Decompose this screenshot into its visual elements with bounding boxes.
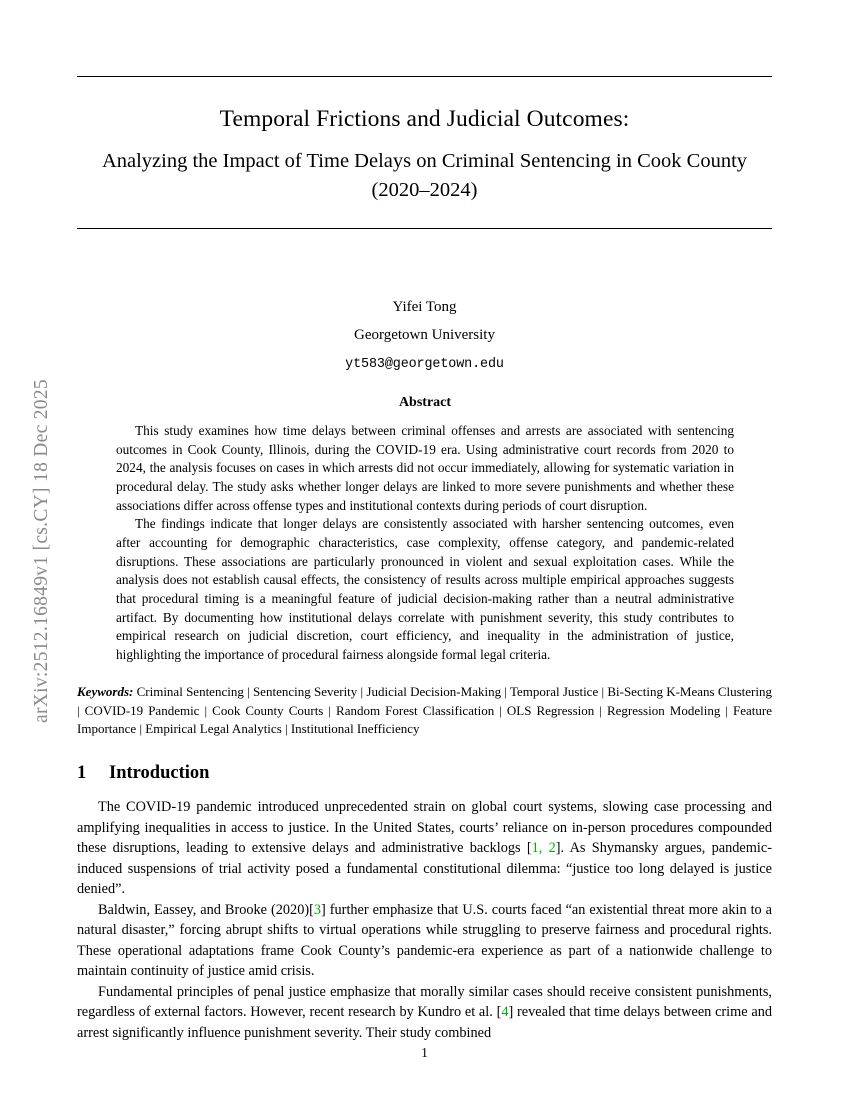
- citation-bracket-close: ]: [555, 840, 561, 857]
- abstract-heading: Abstract: [398, 395, 452, 410]
- abstract-paragraph: The findings indicate that longer delays are consistently associated with harsher sentencing outcomes, even after accounting for demographic characteristics, case complexity, offense category, and pandemic-related disruptions. These associations are particularly pronounced in violent and sexual exploitation cases. While the analysis does not establish causal effects, the consistency of results across multiple empirical approaches suggests that procedural timing is a meaningful feature of judicial decision-making rather than a neutral administrative artifact. By documenting how institutional delays correlate with punishment severity, this study contributes to empirical research on judicial discretion, court efficiency, and inequality in the administration of justice, highlighting the importance of procedural fairness alongside formal legal criteria.: [116, 516, 734, 663]
- paragraph-text: Fundamental principles of penal justice emphasize that morally similar cases should receive consistent punishments, regardless of external factors. However, recent research by Kundro et al.: [77, 983, 772, 1021]
- page-title: [77, 104, 772, 205]
- title-rule-top: [77, 76, 772, 77]
- page-number: 1: [421, 1045, 428, 1060]
- author-email[interactable]: yt583@georgetown.edu: [345, 356, 504, 372]
- citation-link[interactable]: 4: [501, 1004, 509, 1021]
- author-name: Yifei Tong: [392, 299, 457, 315]
- section-introduction: [77, 762, 772, 1043]
- section-title: Introduction: [109, 763, 210, 783]
- arxiv-identifier-text: arXiv:2512.16849v1 [cs.CY] 18 Dec 2025: [31, 379, 52, 723]
- keywords-block: [77, 683, 772, 739]
- title-subtitle: Analyzing the Impact of Time Delays on Criminal Sentencing in Cook County (2020–2024): [101, 149, 748, 201]
- body-paragraph: [77, 797, 772, 900]
- title-main: Temporal Frictions and Judicial Outcomes:: [219, 106, 630, 132]
- paragraph-text: Baldwin, Eassey, and Brooke (2020): [98, 901, 310, 918]
- author-block: [77, 296, 772, 375]
- arxiv-stamp: [0, 0, 70, 1100]
- citation-bracket-open: [: [309, 901, 314, 918]
- abstract-paragraph: This study examines how time delays between criminal offenses and arrests are associated with sentencing outcomes in Cook County, Illinois, during the COVID-19 era. Using administrative court records from 2020 to 2024, the analysis focuses on cases in which arrests did not occur immediately, allowing for systematic variation in procedural delay. The study asks whether longer delays are linked to more severe punishments and whether these associations differ across offense types and institutional contexts during periods of court disruption.: [116, 423, 734, 513]
- title-rule-bottom: [77, 228, 772, 229]
- citation-bracket-open: [: [526, 840, 532, 857]
- section-number: 1: [77, 763, 87, 783]
- section-heading: [77, 762, 772, 784]
- author-affiliation: Georgetown University: [354, 327, 495, 344]
- paragraph-text: . As Shymansky argues, pandemic-induced suspensions of trial activity posed a fundamental constitutional dilemma: “justice too long delayed is justice denied”.: [77, 840, 772, 898]
- abstract-block: [116, 395, 734, 665]
- keywords-list: Criminal Sentencing | Sentencing Severity | Judicial Decision-Making | Temporal Justice | Bi-Secting K-Means Clustering | COVID-19 Pandemic | Cook County Courts | Random Forest Classification | OLS Regression | Regression Modeling | Feature Importance | Empirical Legal Analytics | Institutional Inefficiency: [77, 684, 772, 737]
- body-paragraph: [77, 900, 772, 982]
- paragraph-text: further emphasize that U.S. courts faced “an existential threat more akin to a natural disaster,” forcing abrupt shifts to virtual operations while struggling to preserve fairness and procedural rights. These operational adaptations frame Cook County’s pandemic-era experience as part of a nationwide challenge to maintain continuity of justice amid crisis.: [77, 901, 773, 980]
- citation-bracket-close: ]: [321, 901, 326, 918]
- keywords-label: Keywords:: [77, 684, 134, 699]
- paragraph-text: The COVID-19 pandemic introduced unprecedented strain on global court systems, slowing case processing and amplifying inequalities in access to justice. In the United States, courts’ reliance on in-person procedures compounded these disruptions, leading to extensive delays and administrative backlogs: [77, 799, 772, 857]
- citation-bracket-close: ]: [508, 1004, 514, 1021]
- citation-bracket-open: [: [496, 1004, 502, 1021]
- body-paragraph: [77, 982, 772, 1044]
- citation-link[interactable]: 1, 2: [531, 840, 556, 857]
- paper-page: [77, 0, 772, 1100]
- citation-link[interactable]: 3: [313, 901, 322, 918]
- paragraph-text: revealed that time delays between crime and arrest significantly influence punishment severity. Their study combined: [77, 1004, 772, 1041]
